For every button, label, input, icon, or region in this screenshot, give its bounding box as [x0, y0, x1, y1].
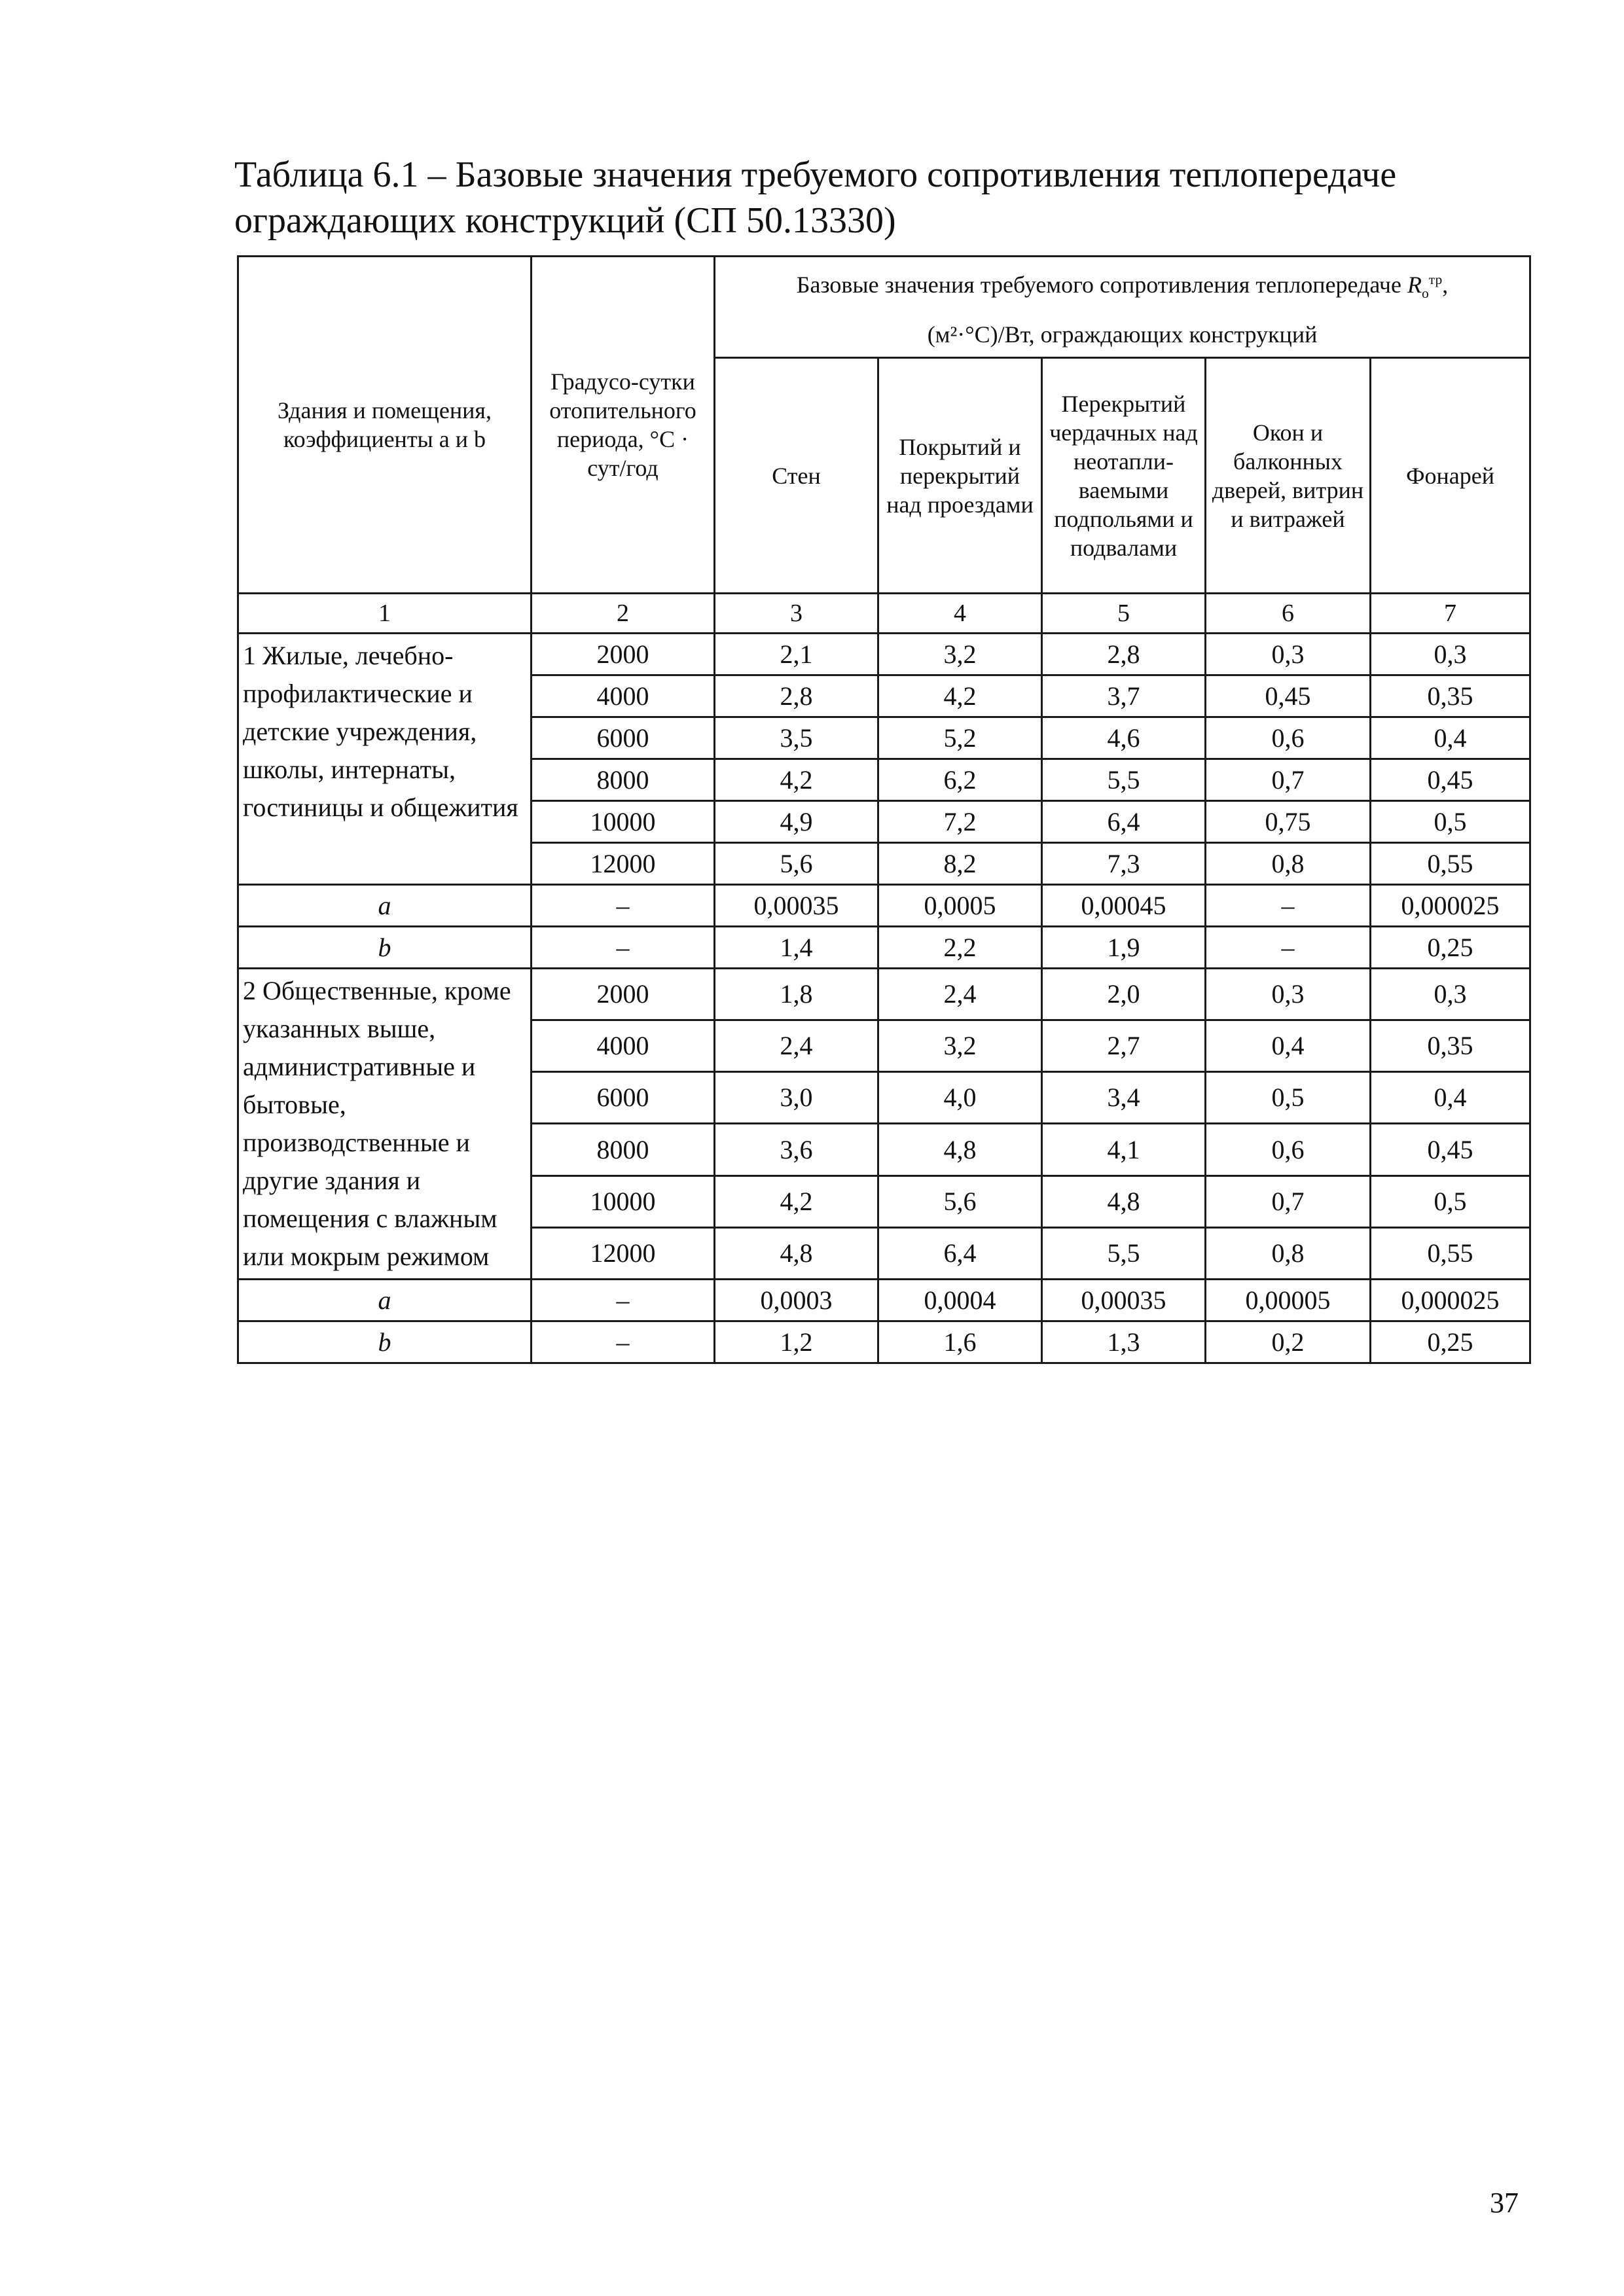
- value-cell: 3,7: [1042, 675, 1206, 717]
- coefficient-cell: 1,6: [878, 1321, 1042, 1363]
- header-group-title: Базовые значения требуемого сопротивления теплопередаче $R_о^{тр}$, (м²·°С)/Вт, ограждающих конструкций: [715, 257, 1530, 358]
- value-cell: 3,4: [1042, 1072, 1206, 1124]
- value-cell: 2,7: [1042, 1020, 1206, 1072]
- header-buildings: Здания и помещения, коэффициенты a и b: [238, 257, 532, 594]
- coefficient-cell: 0,00045: [1042, 885, 1206, 927]
- value-cell: 4,8: [878, 1124, 1042, 1175]
- coefficient-cell: 0,000025: [1371, 1280, 1530, 1321]
- coefficient-cell: 0,0003: [715, 1280, 878, 1321]
- degree-days-cell: 10000: [532, 1175, 715, 1227]
- value-cell: 0,4: [1206, 1020, 1371, 1072]
- value-cell: 5,2: [878, 717, 1042, 759]
- value-cell: 2,4: [878, 969, 1042, 1020]
- coefficient-cell: 0,00035: [715, 885, 878, 927]
- value-cell: 3,0: [715, 1072, 878, 1124]
- coefficient-label: a: [238, 885, 532, 927]
- value-cell: 6,4: [878, 1227, 1042, 1279]
- coefficient-cell: 0,00035: [1042, 1280, 1206, 1321]
- value-cell: 6,4: [1042, 801, 1206, 843]
- group-label: 1 Жилые, лечебно-профилактические и детские учреждения, школы, интернаты, гостиницы и общежития: [238, 634, 532, 885]
- value-cell: 2,8: [1042, 634, 1206, 675]
- value-cell: 0,7: [1206, 1175, 1371, 1227]
- coefficient-cell: 0,0004: [878, 1280, 1042, 1321]
- value-cell: 1,8: [715, 969, 878, 1020]
- coefficient-cell: 1,3: [1042, 1321, 1206, 1363]
- coefficient-cell: 1,2: [715, 1321, 878, 1363]
- table-row: [238, 969, 1530, 1020]
- value-cell: 8,2: [878, 843, 1042, 885]
- value-cell: 3,6: [715, 1124, 878, 1175]
- column-number: 5: [1042, 594, 1206, 634]
- group-label: 2 Общественные, кроме указанных выше, административные и бытовые, производственные и другие здания и помещения с влажным или мокрым режимом: [238, 969, 532, 1280]
- table-caption: [234, 152, 1508, 243]
- page-number: 37: [1490, 2187, 1519, 2219]
- column-number-row: [238, 594, 1530, 634]
- value-cell: 4,6: [1042, 717, 1206, 759]
- value-cell: 0,5: [1371, 801, 1530, 843]
- coefficient-cell: 1,9: [1042, 927, 1206, 969]
- value-cell: 0,35: [1371, 1020, 1530, 1072]
- value-cell: 0,3: [1206, 969, 1371, 1020]
- value-cell: 4,2: [715, 759, 878, 801]
- value-cell: 6,2: [878, 759, 1042, 801]
- column-number: 3: [715, 594, 878, 634]
- header-group-symbol-sub: о: [1422, 285, 1429, 302]
- coefficient-cell: –: [1206, 927, 1371, 969]
- caption-line-1: Таблица 6.1 – Базовые значения требуемого сопротивления теплопередаче: [234, 154, 1397, 195]
- header-group-symbol-sup: тр: [1428, 272, 1443, 288]
- heat-resistance-table: [237, 255, 1531, 1364]
- degree-days-cell: 2000: [532, 969, 715, 1020]
- degree-days-cell: 2000: [532, 634, 715, 675]
- value-cell: 7,2: [878, 801, 1042, 843]
- column-number: 4: [878, 594, 1042, 634]
- value-cell: 4,2: [878, 675, 1042, 717]
- coefficient-cell: 1,4: [715, 927, 878, 969]
- coefficient-cell: 0,2: [1206, 1321, 1371, 1363]
- degree-days-cell: 6000: [532, 717, 715, 759]
- coefficient-cell: 0,0005: [878, 885, 1042, 927]
- degree-days-cell: 12000: [532, 1227, 715, 1279]
- coefficient-row: [238, 885, 1530, 927]
- coefficient-cell: 0,000025: [1371, 885, 1530, 927]
- value-cell: 2,1: [715, 634, 878, 675]
- header-group-title-line2: (м²·°С)/Вт, ограждающих конструкций: [927, 321, 1318, 348]
- header-group-symbol: R: [1407, 272, 1422, 298]
- coefficient-label: b: [238, 927, 532, 969]
- value-cell: 2,0: [1042, 969, 1206, 1020]
- value-cell: 4,0: [878, 1072, 1042, 1124]
- value-cell: 0,45: [1371, 1124, 1530, 1175]
- coefficient-cell: –: [532, 927, 715, 969]
- header-walls: Стен: [715, 358, 878, 594]
- column-number: 6: [1206, 594, 1371, 634]
- coefficient-label: a: [238, 1280, 532, 1321]
- degree-days-cell: 10000: [532, 801, 715, 843]
- value-cell: 4,8: [715, 1227, 878, 1279]
- value-cell: 4,1: [1042, 1124, 1206, 1175]
- value-cell: 0,3: [1371, 969, 1530, 1020]
- degree-days-cell: 4000: [532, 675, 715, 717]
- value-cell: 0,8: [1206, 1227, 1371, 1279]
- value-cell: 3,2: [878, 634, 1042, 675]
- value-cell: 0,55: [1371, 843, 1530, 885]
- table-row: [238, 634, 1530, 675]
- value-cell: 0,35: [1371, 675, 1530, 717]
- column-number: 2: [532, 594, 715, 634]
- header-windows: Окон и балконных дверей, витрин и витражей: [1206, 358, 1371, 594]
- header-group-title-line1: Базовые значения требуемого сопротивления теплопередаче: [796, 272, 1401, 298]
- value-cell: 5,6: [715, 843, 878, 885]
- coefficient-row: [238, 1321, 1530, 1363]
- value-cell: 0,3: [1206, 634, 1371, 675]
- value-cell: 4,9: [715, 801, 878, 843]
- value-cell: 0,4: [1371, 717, 1530, 759]
- value-cell: 5,5: [1042, 759, 1206, 801]
- header-roofs: Покрытий и перекрытий над проездами: [878, 358, 1042, 594]
- header-degree-days: Градусо-сутки отопительного периода, °С · сут/год: [532, 257, 715, 594]
- value-cell: 3,2: [878, 1020, 1042, 1072]
- value-cell: 5,5: [1042, 1227, 1206, 1279]
- coefficient-cell: 2,2: [878, 927, 1042, 969]
- value-cell: 2,8: [715, 675, 878, 717]
- coefficient-cell: –: [532, 1321, 715, 1363]
- value-cell: 0,45: [1371, 759, 1530, 801]
- value-cell: 0,45: [1206, 675, 1371, 717]
- value-cell: 7,3: [1042, 843, 1206, 885]
- coefficient-cell: –: [532, 1280, 715, 1321]
- header-skylights: Фонарей: [1371, 358, 1530, 594]
- degree-days-cell: 4000: [532, 1020, 715, 1072]
- table-body: [238, 634, 1530, 1363]
- value-cell: 0,75: [1206, 801, 1371, 843]
- value-cell: 4,8: [1042, 1175, 1206, 1227]
- value-cell: 5,6: [878, 1175, 1042, 1227]
- value-cell: 4,2: [715, 1175, 878, 1227]
- value-cell: 2,4: [715, 1020, 878, 1072]
- value-cell: 0,4: [1371, 1072, 1530, 1124]
- coefficient-cell: –: [1206, 885, 1371, 927]
- degree-days-cell: 8000: [532, 759, 715, 801]
- value-cell: 0,3: [1371, 634, 1530, 675]
- coefficient-cell: 0,25: [1371, 1321, 1530, 1363]
- degree-days-cell: 12000: [532, 843, 715, 885]
- coefficient-cell: 0,25: [1371, 927, 1530, 969]
- coefficient-row: [238, 1280, 1530, 1321]
- degree-days-cell: 6000: [532, 1072, 715, 1124]
- column-number: 7: [1371, 594, 1530, 634]
- coefficient-cell: –: [532, 885, 715, 927]
- value-cell: 0,5: [1206, 1072, 1371, 1124]
- value-cell: 3,5: [715, 717, 878, 759]
- value-cell: 0,6: [1206, 1124, 1371, 1175]
- value-cell: 0,55: [1371, 1227, 1530, 1279]
- column-number: 1: [238, 594, 532, 634]
- header-attic-floors: Перекрытий чердачных над неотапли-ваемыми подпольями и подвалами: [1042, 358, 1206, 594]
- coefficient-row: [238, 927, 1530, 969]
- value-cell: 0,8: [1206, 843, 1371, 885]
- degree-days-cell: 8000: [532, 1124, 715, 1175]
- caption-line-2: ограждающих конструкций (СП 50.13330): [234, 200, 896, 241]
- value-cell: 0,5: [1371, 1175, 1530, 1227]
- value-cell: 0,7: [1206, 759, 1371, 801]
- value-cell: 0,6: [1206, 717, 1371, 759]
- coefficient-cell: 0,00005: [1206, 1280, 1371, 1321]
- coefficient-label: b: [238, 1321, 532, 1363]
